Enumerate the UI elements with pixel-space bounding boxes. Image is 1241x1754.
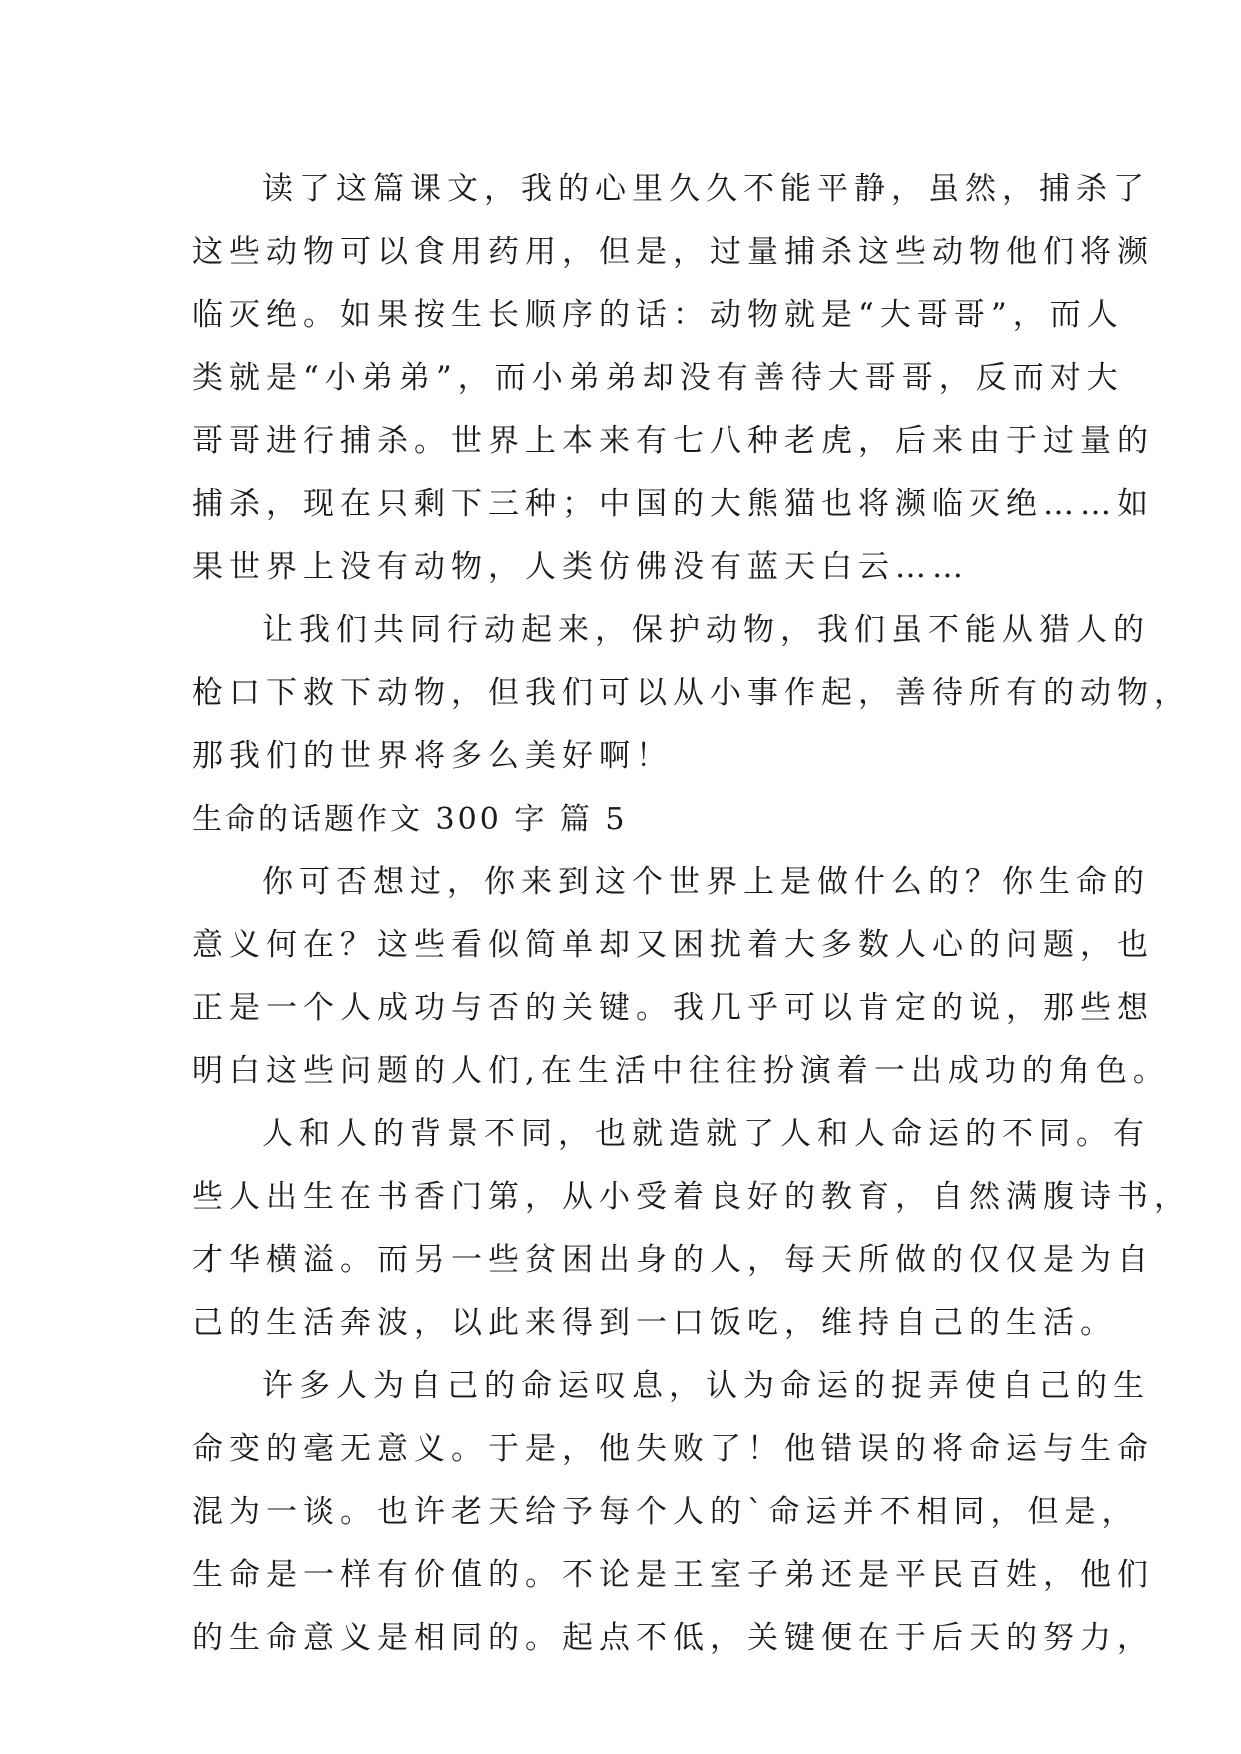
document-body (192, 158, 1191, 1670)
paragraph-line: 的生命意义是相同的。起点不低，关键便在于后天的努力， (192, 1620, 1154, 1656)
paragraph-line: 哥哥进行捕杀。世界上本来有七八种老虎，后来由于过量的 (192, 423, 1154, 459)
paragraph-line: 命变的毫无意义。于是，他失败了！他错误的将命运与生命 (192, 1431, 1154, 1467)
paragraph-line: 明白这些问题的人们,在生活中往往扮演着一出成功的角色。 (192, 1053, 1170, 1089)
paragraph-line: 你可否想过，你来到这个世界上是做什么的？你生命的 (262, 864, 1150, 900)
paragraph-line: 才华横溢。而另一些贫困出身的人，每天所做的仅仅是为自 (192, 1242, 1154, 1278)
paragraph-line: 混为一谈。也许老天给予每个人的`命运并不相同，但是， (192, 1494, 1139, 1530)
paragraph-line: 些人出生在书香门第，从小受着良好的教育，自然满腹诗书， (192, 1179, 1191, 1215)
section-heading: 生命的话题作文 300 字 篇 5 (192, 802, 628, 837)
paragraph-line: 读了这篇课文，我的心里久久不能平静，虽然，捕杀了 (262, 171, 1150, 207)
paragraph-line: 枪口下救下动物，但我们可以从小事作起，善待所有的动物， (192, 675, 1191, 711)
paragraph-line: 正是一个人成功与否的关键。我几乎可以肯定的说，那些想 (192, 990, 1154, 1026)
paragraph-line: 捕杀，现在只剩下三种；中国的大熊猫也将濒临灭绝……如 (192, 486, 1154, 522)
paragraph-line: 这些动物可以食用药用，但是，过量捕杀这些动物他们将濒 (192, 234, 1154, 270)
paragraph-line: 人和人的背景不同，也就造就了人和人命运的不同。有 (262, 1116, 1150, 1152)
paragraph-line: 让我们共同行动起来，保护动物，我们虽不能从猎人的 (262, 612, 1150, 648)
paragraph-line: 果世界上没有动物，人类仿佛没有蓝天白云…… (192, 549, 969, 585)
paragraph-line: 许多人为自己的命运叹息，认为命运的捉弄使自己的生 (262, 1368, 1150, 1404)
paragraph-line: 意义何在？这些看似简单却又困扰着大多数人心的问题，也 (192, 927, 1154, 963)
paragraph-line: 临灭绝。如果按生长顺序的话：动物就是“大哥哥”，而人 (192, 297, 1124, 333)
paragraph-line: 那我们的世界将多么美好啊！ (192, 738, 673, 774)
paragraph-line: 类就是“小弟弟”，而小弟弟却没有善待大哥哥，反而对大 (192, 360, 1124, 396)
paragraph-line: 己的生活奔波，以此来得到一口饭吃，维持自己的生活。 (192, 1305, 1117, 1341)
paragraph-line: 生命是一样有价值的。不论是王室子弟还是平民百姓，他们 (192, 1557, 1154, 1593)
